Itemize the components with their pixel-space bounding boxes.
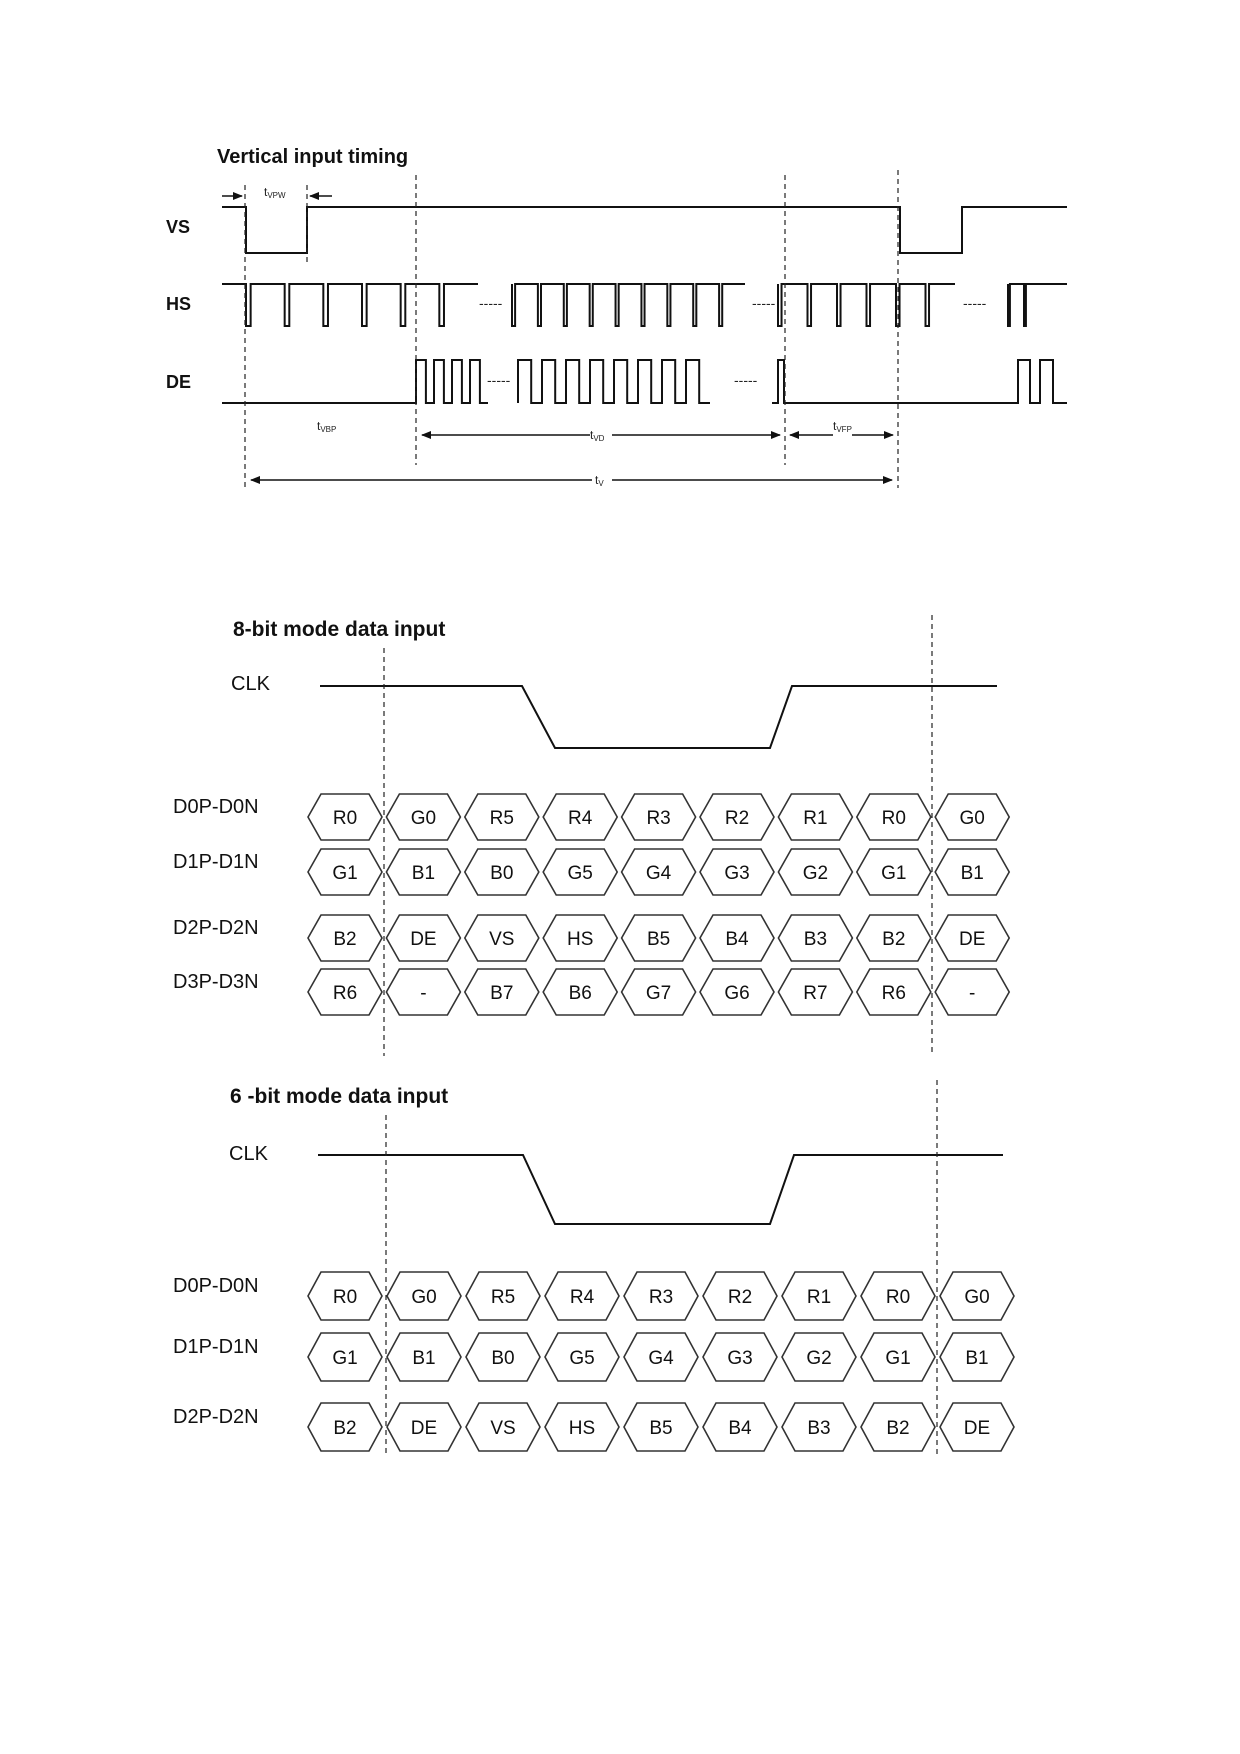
data-cell-label: B2 [333, 929, 357, 950]
six-bit-mode-section [173, 1080, 1014, 1455]
six-bit-clk-label: CLK [229, 1143, 268, 1165]
data-cell-label: B3 [807, 1418, 831, 1439]
signal-label-vs: VS [166, 217, 191, 237]
data-cell-label: DE [410, 929, 437, 950]
data-cell-label: G5 [569, 1348, 595, 1369]
data-cell-label: DE [410, 1418, 438, 1439]
data-cell-label: B0 [491, 1348, 515, 1369]
data-cell-label: B0 [490, 863, 514, 884]
data-cell-label: B4 [725, 929, 749, 950]
vs-waveform [222, 207, 1067, 253]
lane-label-d2p-d2n: D2P-D2N [173, 917, 259, 939]
data-cell-label: G1 [332, 863, 358, 884]
data-cell-label: B2 [882, 929, 906, 950]
signal-label-de: DE [166, 372, 192, 392]
data-cell-label: R0 [881, 808, 906, 829]
data-cell-label: G3 [724, 863, 750, 884]
eight-bit-lanes [173, 794, 1009, 1015]
lane-label-d1p-d1n: D1P-D1N [173, 1336, 259, 1358]
tvd-label: tVD [590, 428, 605, 443]
data-cell-label: B3 [803, 929, 828, 950]
eight-bit-mode-title: 8-bit mode data input [233, 618, 446, 641]
lane-label-d0p-d0n: D0P-D0N [173, 796, 259, 818]
data-cell-label: R2 [727, 1287, 753, 1308]
data-cell-label: R3 [648, 1287, 674, 1308]
data-cell-label: G1 [885, 1348, 911, 1369]
data-cell-label: R0 [332, 1287, 358, 1308]
data-cell-label: G2 [802, 863, 829, 884]
data-cell-label: HS [568, 1418, 596, 1439]
data-cell-label: B2 [333, 1418, 357, 1439]
six-bit-lanes [173, 1272, 1014, 1451]
vertical-timing-section [166, 146, 1067, 488]
data-cell-label: R0 [332, 808, 358, 829]
data-cell-label: G0 [411, 1287, 437, 1308]
six-bit-mode-title: 6 -bit mode data input [230, 1085, 449, 1108]
data-cell-label: R0 [885, 1287, 911, 1308]
lane-label-d0p-d0n: D0P-D0N [173, 1275, 259, 1297]
data-cell-label: G2 [806, 1348, 832, 1369]
data-cell-label: B5 [649, 1418, 673, 1439]
tvfp-label: tVFP [833, 419, 852, 434]
data-cell-label: VS [489, 929, 515, 950]
de-waveform [222, 360, 1067, 403]
data-cell-label: B1 [411, 863, 436, 884]
data-cell-label: DE [963, 1418, 991, 1439]
data-cell-label: R7 [803, 983, 828, 1004]
data-cell-label: B6 [568, 983, 592, 1004]
data-cell-label: R6 [332, 983, 358, 1004]
data-cell-label: B2 [886, 1418, 910, 1439]
data-cell-label: G1 [332, 1348, 358, 1369]
hs-gap-dots-2: ----- [752, 295, 776, 311]
data-cell-label: R5 [489, 808, 514, 829]
hs-waveform [222, 284, 1067, 326]
eight-bit-clk-label: CLK [231, 673, 270, 695]
data-cell-label: B1 [412, 1348, 436, 1369]
de-gap-dots-1: ----- [487, 372, 511, 388]
data-cell-label: B5 [646, 929, 671, 950]
data-cell-label: B4 [728, 1418, 752, 1439]
data-cell-label: VS [490, 1418, 516, 1439]
de-gap-dots-2: ----- [734, 372, 758, 388]
data-cell-label: R6 [881, 983, 906, 1004]
eight-bit-clk-waveform [320, 686, 997, 748]
tv-label: tV [595, 473, 604, 488]
data-cell-label: B1 [965, 1348, 989, 1369]
data-cell-label: G6 [724, 983, 750, 1004]
data-cell-label: - [969, 983, 976, 1004]
hs-gap-dots-3: ----- [963, 295, 987, 311]
data-cell-label: G4 [645, 863, 672, 884]
data-cell-label: G0 [964, 1287, 990, 1308]
data-cell-label: R4 [569, 1287, 595, 1308]
data-cell-label: DE [958, 929, 986, 950]
data-cell-label: G4 [648, 1348, 674, 1369]
hs-gap-dots-1: ----- [479, 295, 503, 311]
data-cell-label: R1 [806, 1287, 832, 1308]
data-cell-label: B7 [490, 983, 514, 1004]
signal-label-hs: HS [166, 294, 192, 314]
data-cell-label: G7 [645, 983, 672, 1004]
six-bit-clk-waveform [318, 1155, 1003, 1224]
tvpw-label: tVPW [264, 185, 286, 200]
data-cell-label: - [420, 983, 427, 1004]
data-cell-label: G3 [727, 1348, 753, 1369]
tvbp-label: tVBP [317, 419, 337, 434]
data-cell-label: R3 [646, 808, 671, 829]
data-cell-label: R1 [803, 808, 828, 829]
data-cell-label: R2 [724, 808, 750, 829]
vertical-timing-title: Vertical input timing [217, 146, 409, 168]
data-cell-label: HS [566, 929, 594, 950]
data-cell-label: B1 [960, 863, 984, 884]
eight-bit-mode-section [173, 615, 1009, 1056]
data-cell-label: G0 [410, 808, 437, 829]
data-cell-label: R4 [568, 808, 593, 829]
lane-label-d1p-d1n: D1P-D1N [173, 851, 259, 873]
lane-label-d2p-d2n: D2P-D2N [173, 1406, 259, 1428]
lane-label-d3p-d3n: D3P-D3N [173, 971, 259, 993]
data-cell-label: G0 [959, 808, 985, 829]
data-cell-label: G1 [881, 863, 907, 884]
data-cell-label: G5 [567, 863, 593, 884]
data-cell-label: R5 [490, 1287, 516, 1308]
